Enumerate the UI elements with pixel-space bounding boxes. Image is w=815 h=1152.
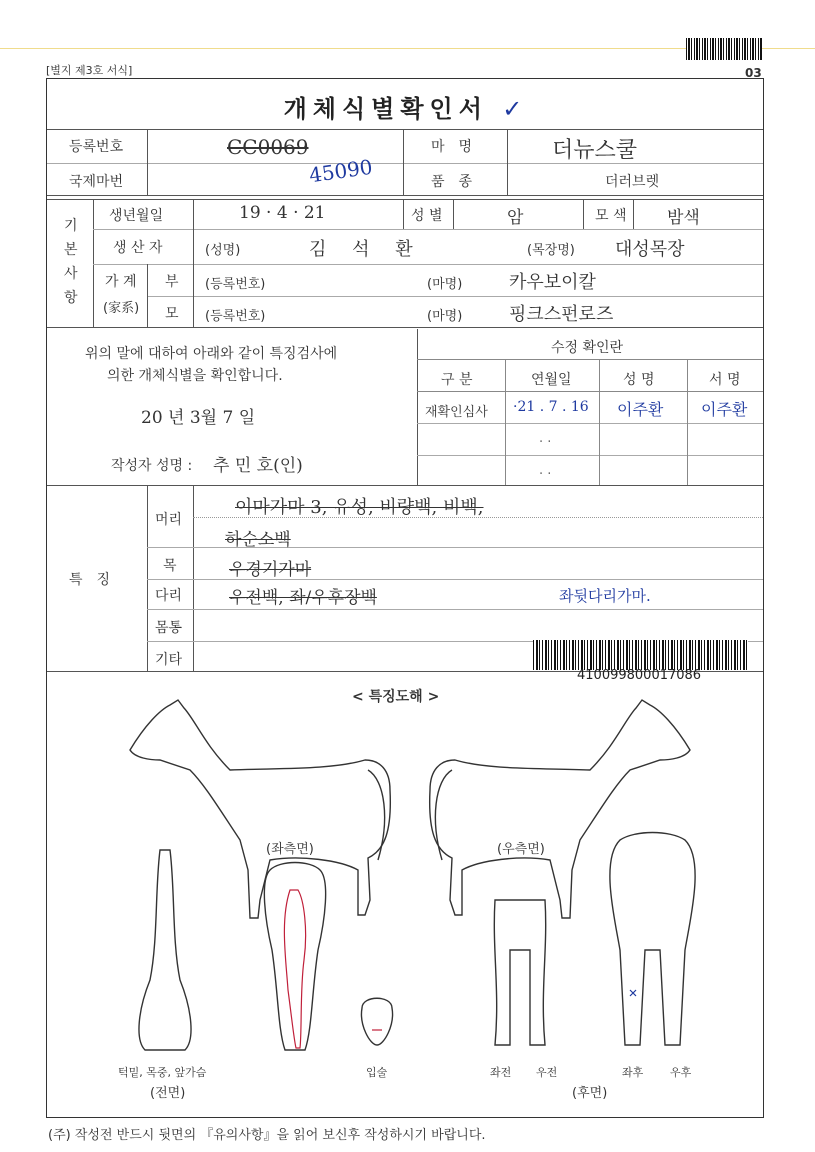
left-rear-label: 좌후 <box>622 1066 644 1079</box>
legs-label: 다리 <box>155 588 183 604</box>
breeder-name-label: (성명) <box>205 243 241 258</box>
legs-value: 우전백, 좌/우후장백 <box>229 588 377 608</box>
left-side-label: (좌측면) <box>266 842 314 857</box>
dam-name-label: (마명) <box>427 309 463 324</box>
col-date-header: 연월일 <box>531 372 572 388</box>
confirm-date: 20 년 3월 7 일 <box>141 408 256 428</box>
head-value-2: 하순소백 <box>225 530 291 550</box>
leg-whorl-marking <box>630 990 636 996</box>
revision-title: 수정 확인란 <box>551 340 624 356</box>
right-side-label: (우측면) <box>497 842 545 857</box>
front-legs-view <box>494 900 545 1045</box>
left-front-label: 좌전 <box>490 1066 512 1079</box>
left-side-horse <box>130 700 390 918</box>
front-label: (전면) <box>150 1086 186 1101</box>
sire-reg-label: (등록번호) <box>205 277 266 292</box>
basic-section-char-3: 사 <box>64 266 78 282</box>
top-barcode <box>686 38 762 60</box>
reg-no-struck: CC0069 <box>227 135 309 159</box>
rear-label: (후면) <box>572 1086 608 1101</box>
writer-name: 추 민 호(인) <box>213 456 303 476</box>
dam-name: 핑크스펀로즈 <box>509 304 614 325</box>
basic-section-char-2: 본 <box>64 242 78 258</box>
intl-no-value: 45090 <box>307 154 374 188</box>
empty-date-1: . . <box>539 431 552 446</box>
horse-name-value: 더뉴스쿨 <box>552 138 638 163</box>
footnote: (주) 작성전 반드시 뒷면의 『유의사항』을 읽어 보신후 작성하시기 바랍니다. <box>48 1128 486 1143</box>
horse-diagram-svg <box>100 690 720 1080</box>
lips-label: 입술 <box>366 1066 388 1079</box>
lineage-label: 가 계 <box>105 274 137 290</box>
birth-label: 생년월일 <box>109 208 164 224</box>
title-check-mark: ✓ <box>502 95 529 123</box>
front-caption: 턱밑, 목중, 앞가슴 <box>118 1066 207 1079</box>
right-rear-label: 우후 <box>670 1066 692 1079</box>
head-label: 머리 <box>155 512 183 528</box>
barcode-number: 410099800017086 <box>577 668 702 683</box>
neck-label: 목 <box>163 558 177 574</box>
right-front-label: 우전 <box>536 1066 558 1079</box>
sire-label: 부 <box>165 274 179 290</box>
basic-section-char-1: 기 <box>64 218 78 234</box>
features-label: 특 징 <box>69 572 111 588</box>
form-title <box>47 89 765 124</box>
col-type-header: 구 분 <box>441 372 473 388</box>
color-label: 모 색 <box>595 208 627 224</box>
dam-reg-label: (등록번호) <box>205 309 266 324</box>
front-neck-view <box>139 850 191 1050</box>
other-label: 기타 <box>155 652 183 668</box>
middle-barcode <box>533 640 748 670</box>
row-sign: 이주환 <box>701 400 748 419</box>
right-side-horse <box>430 700 690 918</box>
legs-value-blue: 좌뒷다리가마. <box>559 587 651 605</box>
sex-value: 암 <box>507 208 524 228</box>
sex-label: 성 별 <box>411 208 443 224</box>
title-text: 개체식별확인서 <box>283 95 488 123</box>
page-number: 03 <box>745 66 762 80</box>
row-name: 이주환 <box>617 400 664 419</box>
right-side-tail <box>435 770 452 860</box>
left-side-tail <box>368 770 385 860</box>
breeder-name: 김 석 환 <box>309 239 423 260</box>
farm-name: 대성목장 <box>615 239 685 260</box>
body-label: 몸통 <box>155 620 183 636</box>
rear-view <box>610 833 695 1046</box>
row-date: ·21 . 7 . 16 <box>513 399 589 415</box>
farm-label: (목장명) <box>527 243 575 258</box>
col-name-header: 성 명 <box>623 372 655 388</box>
statement-line-1: 위의 말에 대하여 아래와 같이 특징검사에 <box>85 346 338 362</box>
intl-no-label: 국제마번 <box>69 174 124 190</box>
empty-date-2: . . <box>539 463 552 478</box>
head-value-1: 이마가마 3, 유성, 비량백, 비백, <box>235 497 484 518</box>
breed-value: 더러브렛 <box>605 174 660 190</box>
horse-name-label: 마 명 <box>431 139 473 155</box>
form-label: [별지 제3호 서식] <box>46 64 133 77</box>
head-blaze-marking <box>284 890 305 1048</box>
writer-label: 작성자 성명 : <box>111 458 193 474</box>
row-type: 재확인심사 <box>425 405 488 420</box>
breeder-label: 생 산 자 <box>113 240 163 256</box>
color-value: 밤색 <box>667 208 700 228</box>
neck-value: 우경기가마 <box>229 560 312 580</box>
reg-no-label: 등록번호 <box>69 139 124 155</box>
dam-label: 모 <box>165 306 179 322</box>
breed-label: 품 종 <box>431 174 473 190</box>
sire-name-label: (마명) <box>427 277 463 292</box>
col-sign-header: 서 명 <box>709 372 741 388</box>
sire-name: 카우보이칼 <box>509 272 596 293</box>
birth-value: 19 · 4 · 21 <box>239 203 326 223</box>
basic-section-char-4: 항 <box>64 290 78 306</box>
diagram-title: < 특징도해 > <box>352 689 440 705</box>
statement-line-2: 의한 개체식별을 확인합니다. <box>107 368 283 384</box>
lips-view <box>361 998 392 1045</box>
head-front-view <box>264 863 325 1051</box>
lineage-label-hanja: (家系) <box>103 301 140 316</box>
